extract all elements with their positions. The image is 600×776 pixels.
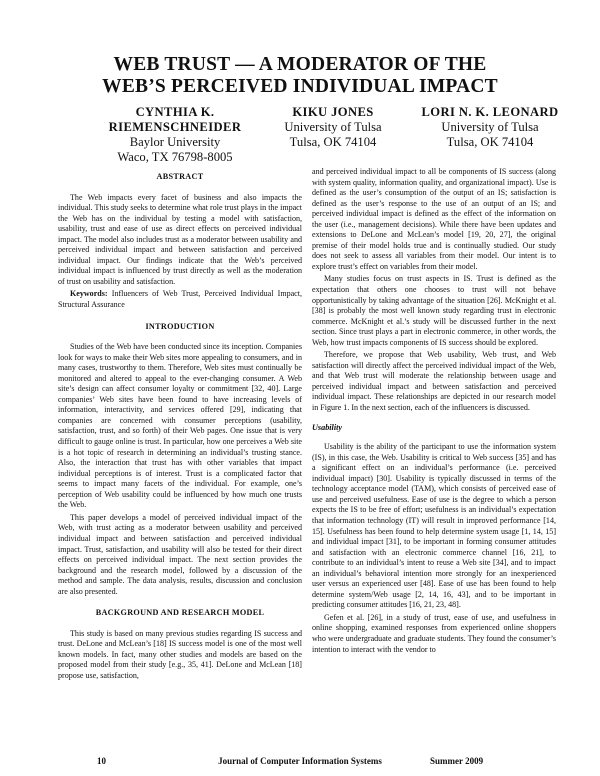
usability-heading: Usability xyxy=(312,422,343,432)
background-paragraph-3: Therefore, we propose that Web usability, Web trust, and Web satisfaction will directly affect the perceived individual impact of the Web, and that Web trust will moderate the relationship between usage and perceived individual impact and between satisfaction and perceived individual impact. These relationships are depicted in our research model in Figure 1. In the next section, each of the influencers is discussed. xyxy=(312,350,556,413)
abstract-text: The Web impacts every facet of business and also impacts the individual. This study seeks to determine what role trust plays in the impact the Web has on the individual by testing a model with satisfaction, usability, trust and ease of use as direct effects on perceived individual impact. The model also includes trust as a moderator between usability and perceived individual impact and between satisfaction and perceived individual impact. Our findings indicate that the Web’s perceived individual impact is influenced by trust directly as well as the moderation of trust on usability and satisfaction. xyxy=(58,192,302,286)
abstract-heading: ABSTRACT xyxy=(156,172,204,181)
keywords-text: Influencers of Web Trust, Perceived Individual Impact, Structural Assurance xyxy=(58,289,302,310)
author-name: KIKU JONES xyxy=(292,105,374,119)
keywords-label: Keywords: xyxy=(70,289,108,299)
introduction-heading: INTRODUCTION xyxy=(145,321,215,331)
author-location: Tulsa, OK 74104 xyxy=(289,135,377,149)
background-paragraph-2: Many studies focus on trust aspects in IS. Trust is defined as the expectation that others one chooses to trust will not behave opportunistically by taking advantage of the situation [26]. McKnight et al. [38] is probably the most well known study regarding trust in electronic commerce. McKnight et al.’s study will be discussed further in the next section. Since trust plays a part in electronic commerce, in other words, the Web, how trust impacts components of IS success should be explored. xyxy=(312,274,556,347)
author-affiliation: Baylor University xyxy=(129,135,221,149)
background-heading: BACKGROUND AND RESEARCH MODEL xyxy=(95,608,265,618)
paper-title-line-2: WEB’S PERCEIVED INDIVIDUAL IMPACT xyxy=(102,76,498,97)
left-column xyxy=(58,172,302,682)
author-affiliation: University of Tulsa xyxy=(284,120,382,134)
journal-issue: Summer 2009 xyxy=(430,756,484,766)
background-paragraph-1-continued: and perceived individual impact to all be components of IS success (along with system quality, information quality, and organizational impact). Use is defined as the user’s consumption of the output of an IS; satisfaction is defined as the user’s response to the use of an output of an IS; and perceived individual impact is defined as the effect of the information on the user (i.e., management decisions). While there have been updates and extensions to DeLone and McLean’s model [19, 20, 27], the original premise of their model holds true and is continually studied. Our study does not seek to assess all variables from their model. Our intent is to explore trust’s effect on variables from their model. xyxy=(312,167,556,271)
introduction-paragraph-1: Studies of the Web have been conducted since its inception. Companies look for ways to make their Web sites more appealing to consumers, and in many cases, trustworthy to them. Therefore, Web sites must continually be monitored and altered to appeal to the ever-changing consumer. A Web site’s design can affect consumer loyalty or commitment [32, 40]. Large companies’ Web sites have been found to have increasing levels of information, interactivity, and services offered [29], indicating that companies are concerned with consumer perceptions (usability, satisfaction, trust, and so forth) of their Web pages. One issue that is very difficult to gauge online is trust. In particular, how one perceives a Web site is a hot topic of research in determining an individual’s trusting stance. Also, the interaction that trust has with other variables that impact individual perceptions is of interest. Trust is a complicated factor that seems to impact many facets of the individual. For example, one’s perception of Web usability could be influenced by how much one trusts the Web. xyxy=(58,342,302,510)
journal-name: Journal of Computer Information Systems xyxy=(218,756,382,766)
usability-paragraph-2: Gefen et al. [26], in a study of trust, ease of use, and usefulness in online shopping, examined responses from experienced online shoppers who were undergraduate and graduate students. They found the consumer’s intention to interact with the vendor to xyxy=(312,612,556,654)
author-affiliation: University of Tulsa xyxy=(441,120,539,134)
author-name: LORI N. K. LEONARD xyxy=(421,105,559,119)
author-block-2 xyxy=(268,105,398,150)
author-location: Waco, TX 76798-8005 xyxy=(117,150,233,164)
author-location: Tulsa, OK 74104 xyxy=(446,135,534,149)
keywords-line xyxy=(58,289,302,310)
introduction-paragraph-2: This paper develops a model of perceived individual impact of the Web, with trust acting as a moderator between usability and perceived individual impact and between satisfaction and perceived individual impact. Trust, satisfaction, and usability will also be tested for their direct effects on perceived individual impact. The next section provides the background and the research model, followed by a discussion of the method and sample. The data analysis, results, discussion and conclusion are also presented. xyxy=(58,512,302,596)
right-column xyxy=(312,167,556,655)
background-paragraph-1: This study is based on many previous studies regarding IS success and trust. DeLone and McLean’s [18] IS success model is one of the most well known models. In fact, many other studies and models are based on the proposed model from their study [e.g., 35, 41]. DeLone and McLean [18] propose use, satisfaction, xyxy=(58,628,302,680)
usability-paragraph-1: Usability is the ability of the participant to use the information system (IS), in this case, the Web. Usability is critical to Web success [35] and has a significant effect on an individual’s performance (i.e. perceived individual impact) [30]. Usability is typically discussed in terms of the technology acceptance model (TAM), which consists of perceived ease of use and perceived usefulness. Ease of use is the degree to which a person expects the IS to be free of effort; usefulness is an individual’s expectation that information technology (IT) will result in improved performance [14, 15]. Usefulness has been found to help determine system usage [1, 14, 15] and individual impact [31], to be important in forming consumer attitudes and satisfaction with an electronic commerce channel [16, 21], to contribute to an individual’s intent to reuse a Web site [34], and to impact an individual’s behavioral intention more strongly for an inexperienced user versus an experienced user [48]. Ease of use has been found to help determine system/Web usage [2, 14, 16, 43], and to be important in predicting consumer attitudes [16, 21, 23, 48]. xyxy=(312,442,556,610)
author-block-1 xyxy=(70,105,280,165)
author-name: CYNTHIA K. RIEMENSCHNEIDER xyxy=(108,105,242,134)
paper-title-line-1: WEB TRUST — A MODERATOR OF THE xyxy=(113,54,487,75)
author-block-3 xyxy=(400,105,580,150)
page-number: 10 xyxy=(97,756,106,766)
